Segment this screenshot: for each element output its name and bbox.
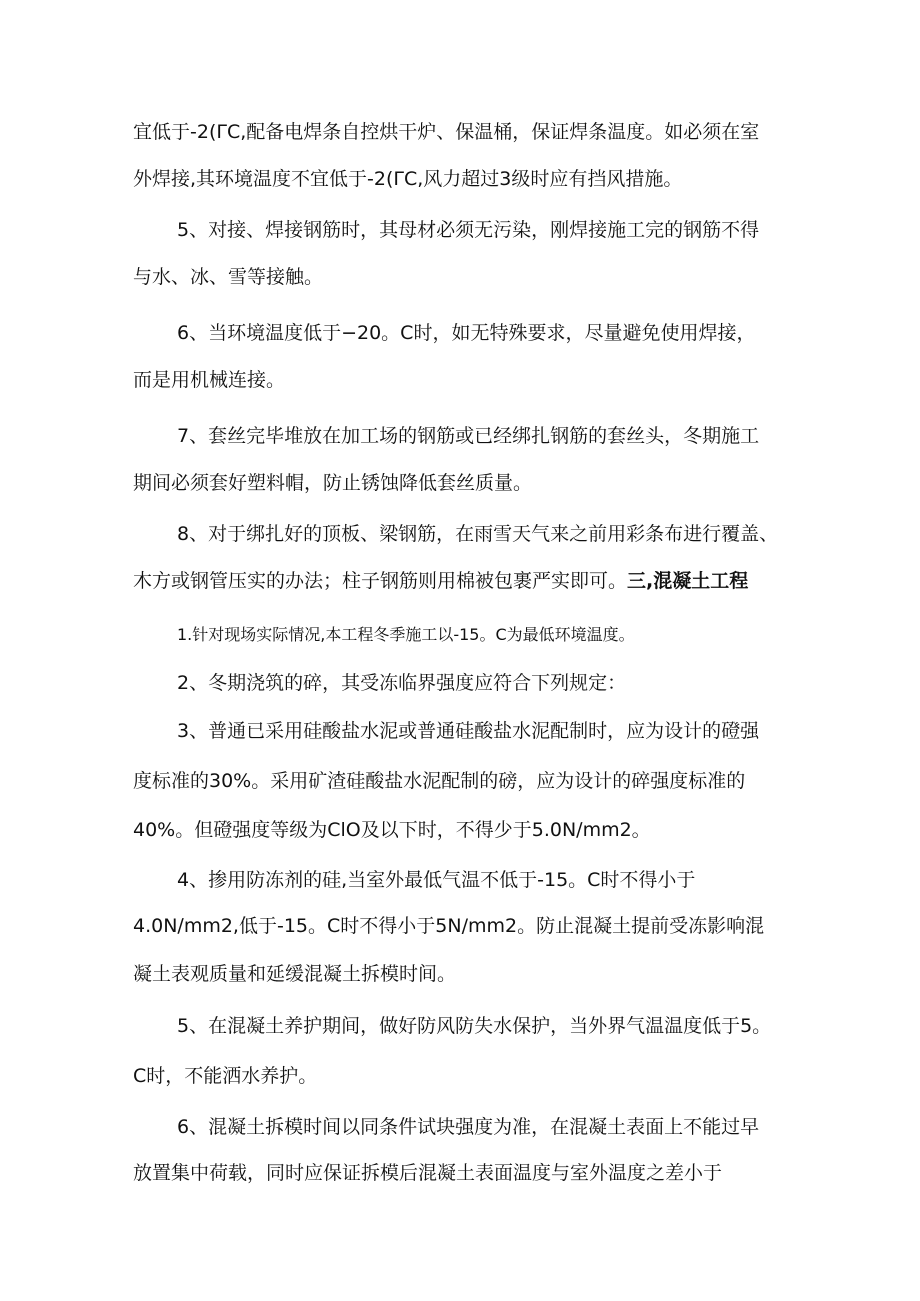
text-line-1: 宜低于-2(ΓC,配备电焊条自控烘干炉、保温桶，保证焊条温度。如必须在室 — [133, 121, 760, 143]
text-line-8: 期间必须套好塑料帽，防止锈蚀降低套丝质量。 — [133, 472, 533, 494]
text-line-19: 5、在混凝土养护期间，做好防风防失水保护，当外界气温温度低于5。 — [177, 1015, 772, 1037]
text-line-2: 外焊接,其环境温度不宜低于-2(ΓC,风力超过3级时应有挡风措施。 — [133, 168, 683, 190]
text-line-6: 而是用机械连接。 — [133, 369, 286, 391]
text-line-17: 4.0N∕mm2,低于-15。C时不得小于5N/mm2。防止混凝土提前受冻影响混 — [133, 915, 765, 937]
text-line-10 — [133, 568, 748, 594]
text-line-11: 1.针对现场实际情况,本工程冬季施工以-15。C为最低环境温度。 — [177, 625, 635, 644]
section-heading: 三,混凝土工程 — [627, 570, 749, 592]
text-line-16: 4、掺用防冻剂的硅,当室外最低气温不低于-15。C时不得小于 — [177, 869, 696, 891]
text-line-3: 5、对接、焊接钢筋时，其母材必须无污染，刚焊接施工完的钢筋不得 — [177, 219, 760, 241]
text-line-18: 凝土表观质量和延缓混凝土拆模时间。 — [133, 963, 457, 985]
text-line-13: 3、普通已采用硅酸盐水泥或普通硅酸盐水泥配制时，应为设计的磴强 — [177, 720, 760, 742]
text-line-10-body: 木方或钢管压实的办法；柱子钢筋则用棉被包裹严实即可。 — [133, 570, 628, 592]
text-line-20: C时，不能洒水养护。 — [133, 1065, 318, 1087]
text-line-12: 2、冬期浇筑的碎，其受冻临界强度应符合下列规定： — [177, 672, 627, 694]
text-line-7: 7、套丝完毕堆放在加工场的钢筋或已经绑扎钢筋的套丝头，冬期施工 — [177, 425, 760, 447]
text-line-22: 放置集中荷载，同时应保证拆模后混凝土表面温度与室外温度之差小于 — [133, 1162, 723, 1184]
text-line-21: 6、混凝土拆模时间以同条件试块强度为准，在混凝土表面上不能过早 — [177, 1116, 760, 1138]
text-line-15: 40%。但磴强度等级为ClO及以下时，不得少于5.0N∕mm2。 — [133, 819, 651, 841]
text-line-5: 6、当环境温度低于−20。C时，如无特殊要求，尽量避免使用焊接， — [177, 322, 756, 344]
text-line-4: 与水、冰、雪等接触。 — [133, 266, 324, 288]
text-line-9: 8、对于绑扎好的顶板、梁钢筋，在雨雪天气来之前用彩条布进行覆盖、 — [177, 523, 779, 545]
text-line-14: 度标准的30%。采用矿渣硅酸盐水泥配制的磅，应为设计的碎强度标准的 — [133, 770, 746, 792]
